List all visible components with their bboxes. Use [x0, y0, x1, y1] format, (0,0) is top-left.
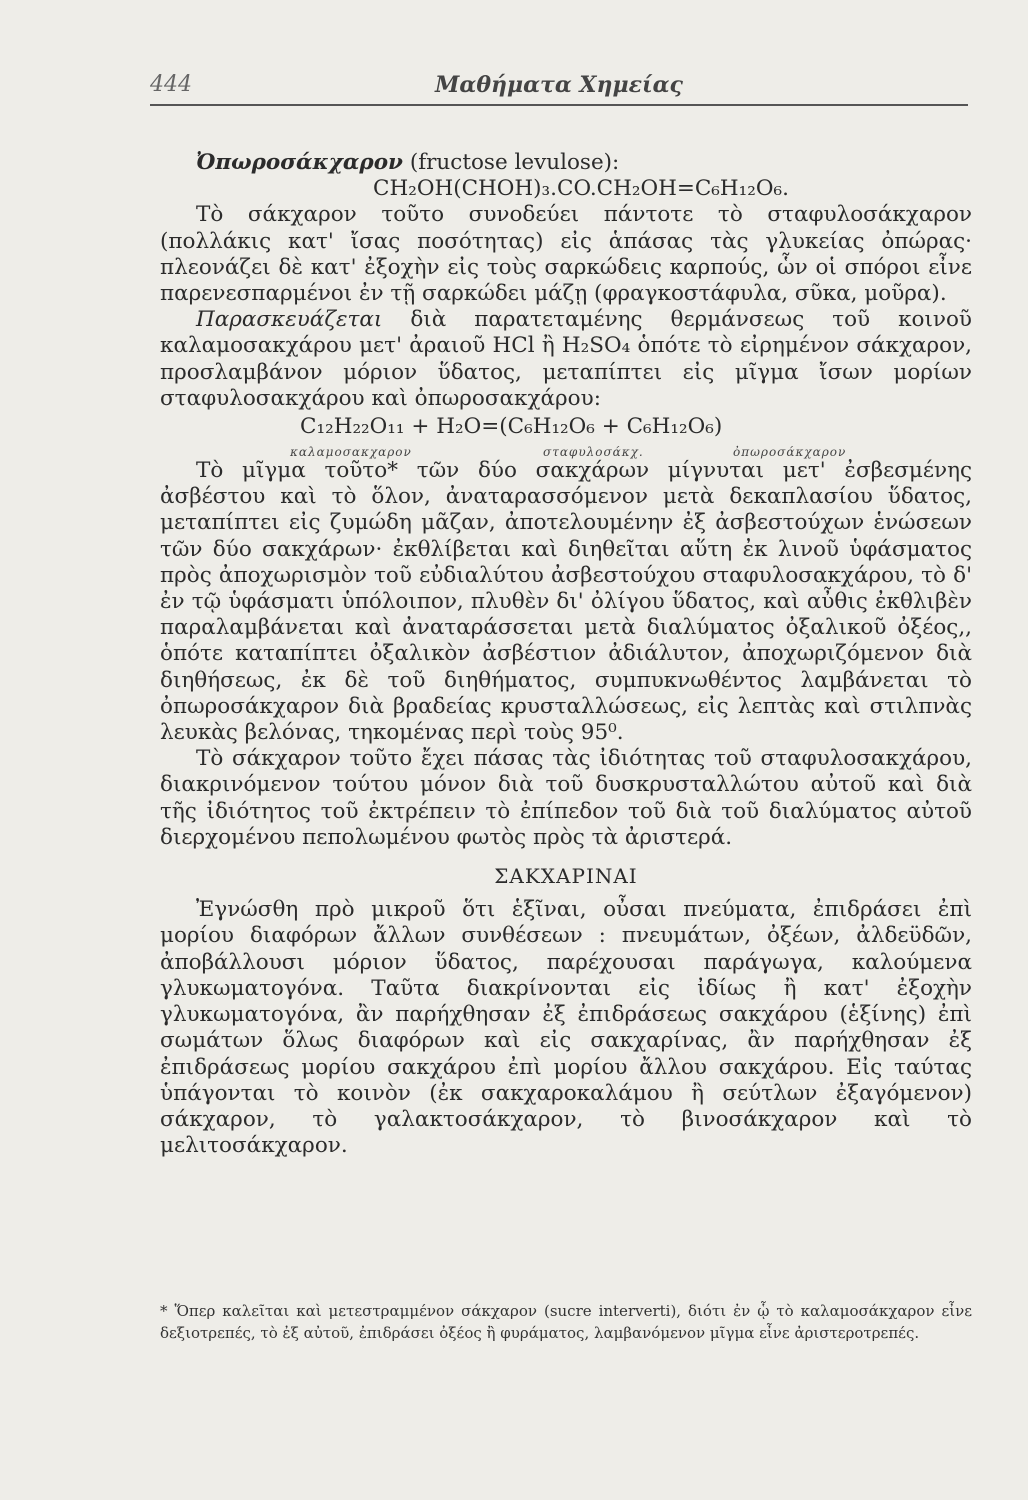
footnote: * Ὅπερ καλεῖται καὶ μετεστραμμένον σάκχαρον (sucre interverti), διότι ἐν ᾧ τὸ καλαμοσάκχαρον εἶνε δεξιοτρεπές, τὸ ἐξ αὐτοῦ, ἐπιδράσει ὀξέος ἢ φυράματος, λαμβανόμενον μῖγμα εἶνε ἀριστεροτρεπές. — [160, 1302, 972, 1342]
equation-label-fructose: ὀπωροσάκχαρον — [733, 445, 847, 460]
entry-heading — [160, 150, 972, 176]
paragraph-preparation — [160, 307, 972, 412]
equation-text: C₁₂H₂₂O₁₁ + H₂O=(C₆H₁₂O₆ + C₆H₁₂O₆) — [300, 414, 723, 440]
equation-label-sucrose: καλαμοσακχαρον — [290, 445, 412, 460]
section-heading: ΣΑΚΧΑΡΙΝΑΙ — [494, 864, 638, 889]
paragraph-saccharins: Ἐγνώσθη πρὸ μικροῦ ὅτι ἑξῖναι, οὖσαι πνεύματα, ἐπιδράσει ἐπὶ μορίου διαφόρων ἄλλων συνθέσεων : πνευμάτων, ὀξέων, ἀλδεϋδῶν, ἀποβάλλουσι μόριον ὕδατος, παρέχουσαι παράγωγα, καλούμενα γλυκωματογόνα. Ταῦτα διακρίνονται εἰς ἰδίως ἢ κατ' ἐξοχὴν γλυκωματογόνα, ἂν παρήχθησαν ἐξ ἐπιδράσεως σακχάρου (ἑξίνης) ἐπὶ σωμάτων ὅλως διαφόρων καὶ εἰς σακχαρίνας, ἂν παρήχθησαν ἐξ ἐπιδράσεως μορίου σακχάρου ἐπὶ μορίου ἄλλου σακχάρου. Εἰς ταύτας ὑπάγονται τὸ κοινὸν (ἐκ σακχαροκαλάμου ἢ σεύτλων ἐξαγόμενον) σάκχαρον, τὸ γαλακτοσάκχαρον, τὸ βινοσάκχαρον καὶ τὸ μελιτοσάκχαρον. — [160, 897, 972, 1159]
paragraph-separation: Τὸ μῖγμα τοῦτο* τῶν δύο σακχάρων μίγνυται μετ' ἐσβεσμένης ἀσβέστου καὶ τὸ ὅλον, ἀναταρασσόμενον μετὰ δεκαπλασίου ὕδατος, μεταπίπτει εἰς ζυμώδη μᾶζαν, ἀποτελουμένην ἐξ ἀσβεστούχων ἑνώσεων τῶν δύο σακχάρων· ἐκθλίβεται καὶ διηθεῖται αὕτη ἐκ λινοῦ ὑφάσματος πρὸς ἀποχωρισμὸν τοῦ εὐδιαλύτου ἀσβεστούχου σταφυλοσακχάρου, τὸ δ' ἐν τῷ ὑφάσματι ὑπόλοιπον, πλυθὲν δι' ὀλίγου ὕδατος, καὶ αὖθις ἐκθλιβὲν παραλαμβάνεται καὶ ἀναταράσσεται μετὰ διαλύματος ὀξαλικοῦ ὀξέος,, ὁπότε καταπίπτει ὀξαλικὸν ἀσβέστιον ἀδιάλυτον, ἀποχωριζόμενον διὰ διηθήσεως, ἐκ δὲ τοῦ διηθήματος, συμπυκνωθέντος λαμβάνεται τὸ ὀπωροσάκχαρον διὰ βραδείας κρυσταλλώσεως, εἰς λεπτὰς καὶ στιλπνὰς λευκὰς βελόνας, τηκομένας περὶ τοὺς 95⁰. — [160, 458, 972, 746]
page-number: 444 — [150, 72, 192, 97]
entry-synonyms: (fructose levulose): — [409, 150, 620, 175]
paragraph-occurrence: Τὸ σάκχαρον τοῦτο συνοδεύει πάντοτε τὸ σταφυλοσάκχαρον (πολλάκις κατ' ἴσας ποσότητας) εἰς ἁπάσας τὰς γλυκείας ὀπώρας· πλεονάζει δὲ κατ' ἐξοχὴν εἰς τοὺς σαρκώδεις καρπούς, ὧν οἱ σπόροι εἶνε παρενεσπαρμένοι ἐν τῇ σαρκώδει μάζῃ (φραγκοστάφυλα, σῦκα, μοῦρα). — [160, 202, 972, 307]
hydrolysis-equation — [160, 414, 972, 458]
running-title: Μαθήματα Χημείας — [435, 72, 683, 98]
paragraph-properties: Τὸ σάκχαρον τοῦτο ἔχει πάσας τὰς ἰδιότητας τοῦ σταφυλοσακχάρου, διακρινόμενον τούτου μόνον διὰ τοῦ δυσκρυσταλλώτου αὐτοῦ καὶ διὰ τῆς ἰδιότητος τοῦ ἐκτρέπειν τὸ ἐπίπεδον τοῦ διὰ τοῦ διαλύματος αὐτοῦ διερχομένου πεπολωμένου φωτὸς πρὸς τὰ ἀριστερά. — [160, 746, 972, 850]
preparation-text: διὰ παρατεταμένης θερμάνσεως τοῦ κοινοῦ καλαμοσακχάρου μετ' ἀραιοῦ HCl ἢ H₂SO₄ ὁπότε τὸ εἰρημένον σάκχαρον, προσλαμβάνον μόριον ὕδατος, μεταπίπτει εἰς μῖγμα ἴσων μορίων σταφυλοσακχάρου καὶ ὀπωροσακχάρου: — [160, 307, 972, 411]
entry-formula: CH₂OH(CHOH)₃.CO.CH₂OH=C₆H₁₂O₆. — [373, 176, 789, 202]
equation-label-glucose: σταφυλοσάκχ. — [543, 445, 644, 460]
preparation-lead: Παρασκευάζεται — [196, 307, 383, 333]
page-header — [150, 70, 968, 106]
entry-term: Ὀπωροσάκχαρον — [196, 150, 403, 175]
page-body — [160, 150, 972, 1159]
